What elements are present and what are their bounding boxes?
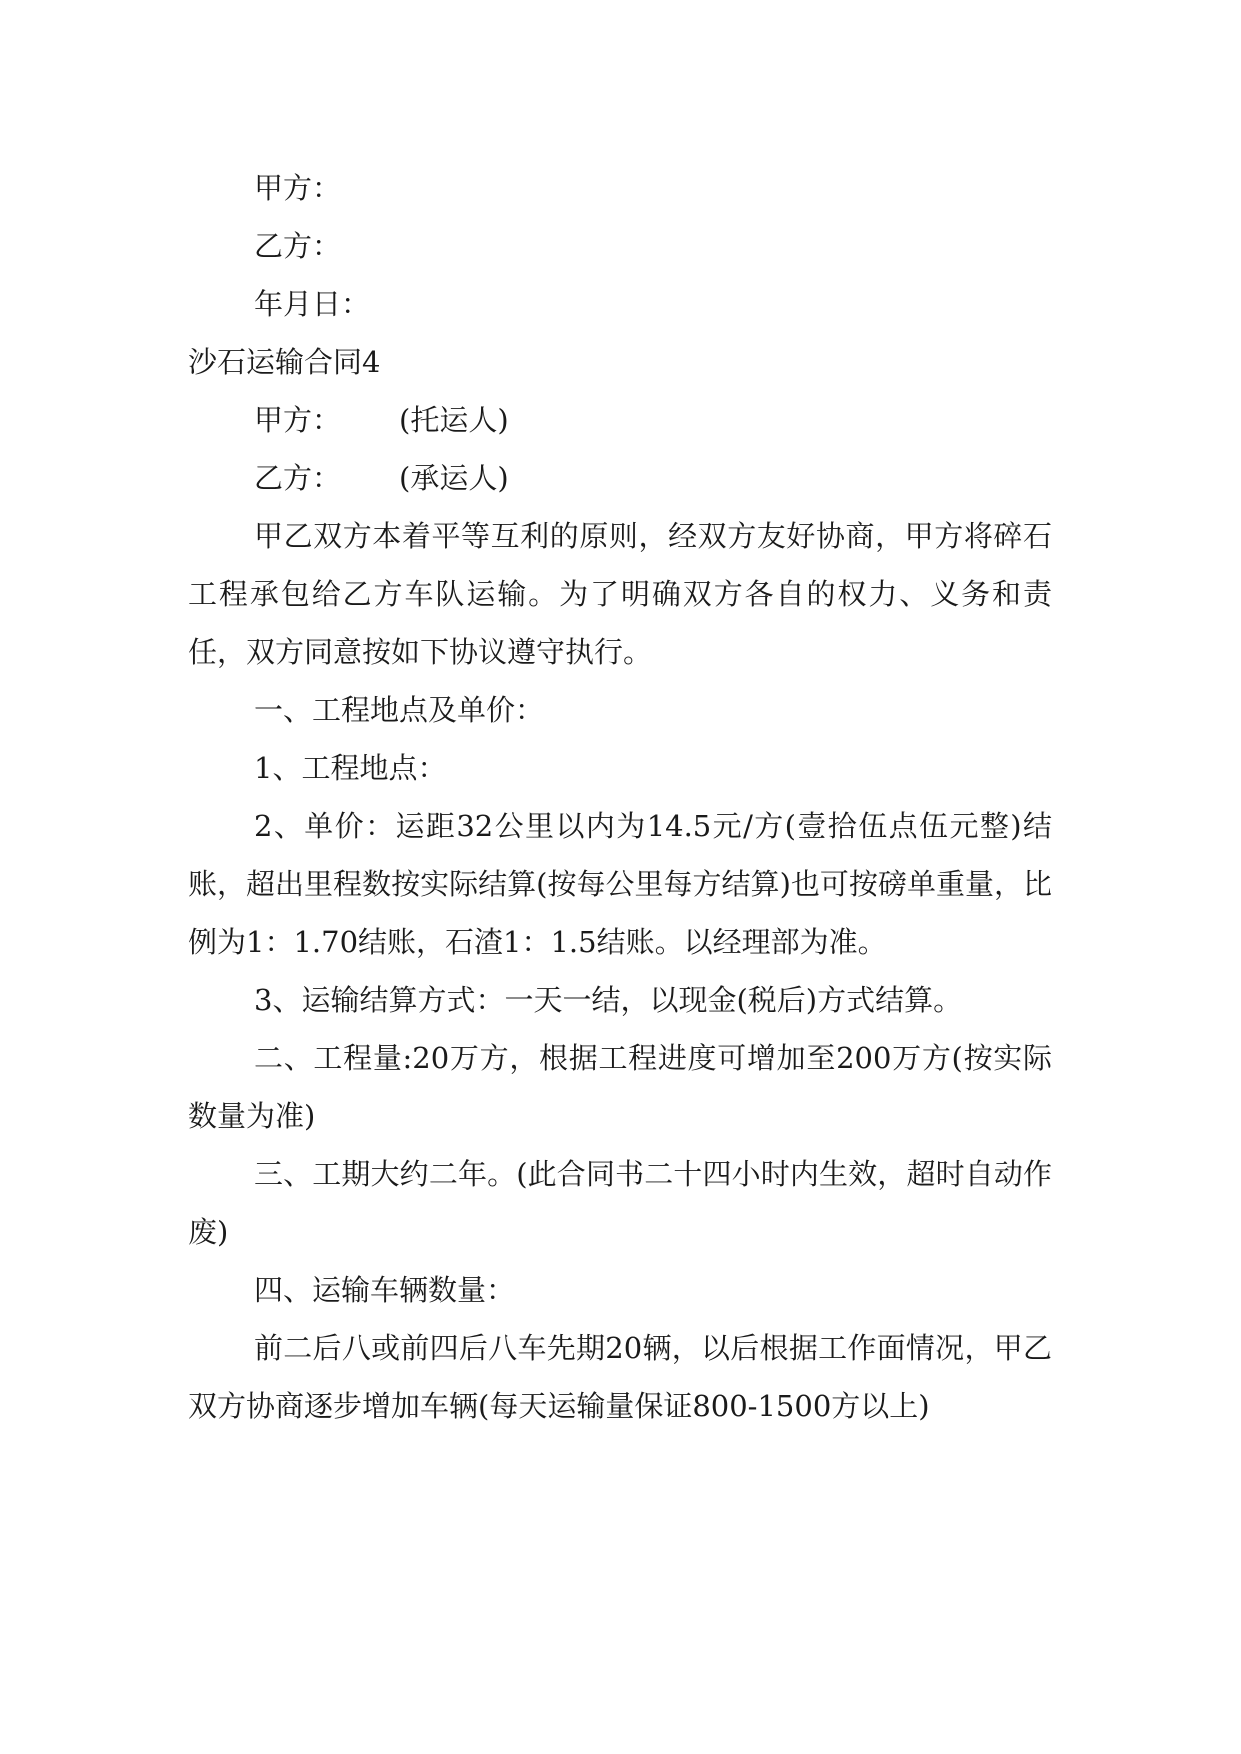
signature-party-a: 甲方： — [254, 171, 342, 205]
party-b-role: (承运人) — [399, 461, 509, 495]
party-b-line — [188, 449, 1052, 507]
item1: 1、工程地点： — [254, 751, 447, 785]
party-a-label: 甲方： — [254, 403, 342, 437]
party-a-line — [188, 391, 1052, 449]
signature-date: 年月日： — [254, 287, 371, 321]
party-b-label: 乙方： — [254, 461, 342, 495]
item2-paragraph: 2、单价：运距32公里以内为14.5元/方(壹拾伍点伍元整)结账，超出里程数按实际结算(按每公里每方结算)也可按磅单重量，比例为1：1.70结账，石渣1：1.5结账。以经理部为准。 — [188, 809, 1052, 959]
section1-heading: 一、工程地点及单价： — [254, 693, 545, 727]
party-a-role: (托运人) — [399, 403, 509, 437]
contract-title: 沙石运输合同4 — [188, 345, 381, 379]
item3: 3、运输结算方式：一天一结，以现金(税后)方式结算。 — [254, 983, 963, 1017]
signature-party-b: 乙方： — [254, 229, 342, 263]
section4-paragraph: 前二后八或前四后八车先期20辆，以后根据工作面情况，甲乙双方协商逐步增加车辆(每天运输量保证800-1500方以上) — [188, 1331, 1052, 1423]
section3-paragraph: 三、工期大约二年。(此合同书二十四小时内生效，超时自动作废) — [188, 1157, 1052, 1249]
intro-paragraph: 甲乙双方本着平等互利的原则，经双方友好协商，甲方将碎石工程承包给乙方车队运输。为了明确双方各自的权力、义务和责任，双方同意按如下协议遵守执行。 — [188, 519, 1052, 669]
section2-paragraph: 二、工程量:20万方，根据工程进度可增加至200万方(按实际数量为准) — [188, 1041, 1052, 1133]
contract-text — [188, 159, 1052, 1435]
section4-heading: 四、运输车辆数量： — [254, 1273, 516, 1307]
